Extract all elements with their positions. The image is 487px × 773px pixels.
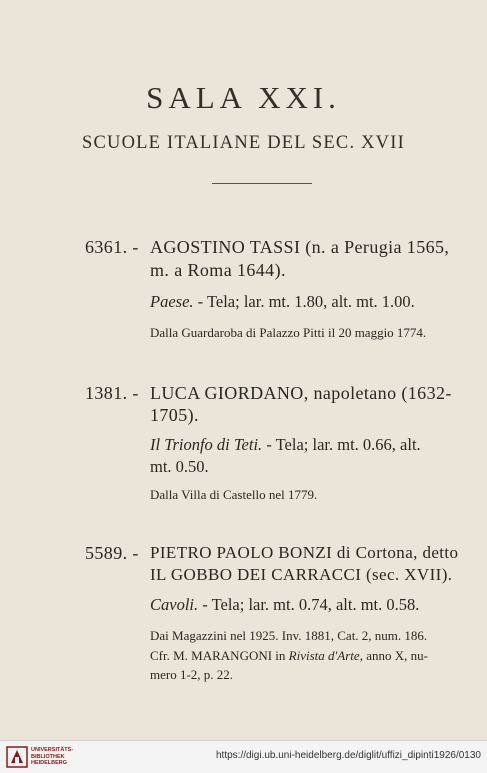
provenance: [150, 648, 428, 664]
provenance: Dalla Villa di Castello nel 1779.: [150, 487, 318, 502]
viewer-footer: [0, 740, 487, 773]
room-title: SALA XXI.: [146, 80, 341, 115]
journal-title: Rivista d'Arte,: [288, 648, 363, 663]
work-details: mt. 0.50.: [150, 457, 209, 476]
work-title: Paese.: [150, 292, 194, 311]
artist-line: m. a Roma 1644).: [150, 260, 286, 280]
artist-line: PIETRO PAOLO BONZI di Cortona, detto: [150, 543, 459, 562]
provenance-issue: anno X, nu-: [366, 648, 428, 663]
work-details: - Tela; lar. mt. 0.74, alt. mt. 0.58.: [202, 595, 420, 614]
artist-line: IL GOBBO DEI CARRACCI (sec. XVII).: [150, 565, 453, 584]
provenance: mero 1-2, p. 22.: [150, 667, 234, 682]
entry-number: 1381. -: [85, 383, 139, 403]
entry-number: 5589. -: [85, 543, 139, 563]
room-subtitle: SCUOLE ITALIANE DEL SEC. XVII: [82, 133, 405, 153]
work-title: Il Trionfo di Teti.: [150, 435, 263, 454]
library-logo-text: UNIVERSITÄTS- BIBLIOTHEK HEIDELBERG: [31, 747, 74, 766]
work-line: [150, 292, 415, 312]
work-details: - Tela; lar. mt. 1.80, alt. mt. 1.00.: [197, 292, 415, 311]
provenance: Dalla Guardaroba di Palazzo Pitti il 20 maggio 1774.: [150, 325, 427, 340]
artist-line: AGOSTINO TASSI (n. a Perugia 1565,: [150, 237, 450, 257]
work-line: [150, 435, 421, 455]
university-seal-icon: [6, 746, 28, 768]
permalink-url[interactable]: https://digi.ub.uni-heidelberg.de/diglit/uffizi_dipinti1926/0130: [215, 750, 481, 761]
work-line: [150, 595, 419, 615]
artist-line: LUCA GIORDANO, napoletano (1632-: [150, 383, 452, 403]
provenance: Dai Magazzini nel 1925. Inv. 1881, Cat. 2, num. 186.: [150, 628, 428, 643]
artist-line: 1705).: [150, 405, 199, 425]
entry-number: 6361. -: [85, 237, 139, 257]
work-details: - Tela; lar. mt. 0.66, alt.: [266, 435, 421, 454]
provenance-author: Cfr. M. MARANGONI in: [150, 648, 286, 663]
divider: [212, 183, 312, 184]
work-title: Cavoli.: [150, 595, 199, 614]
